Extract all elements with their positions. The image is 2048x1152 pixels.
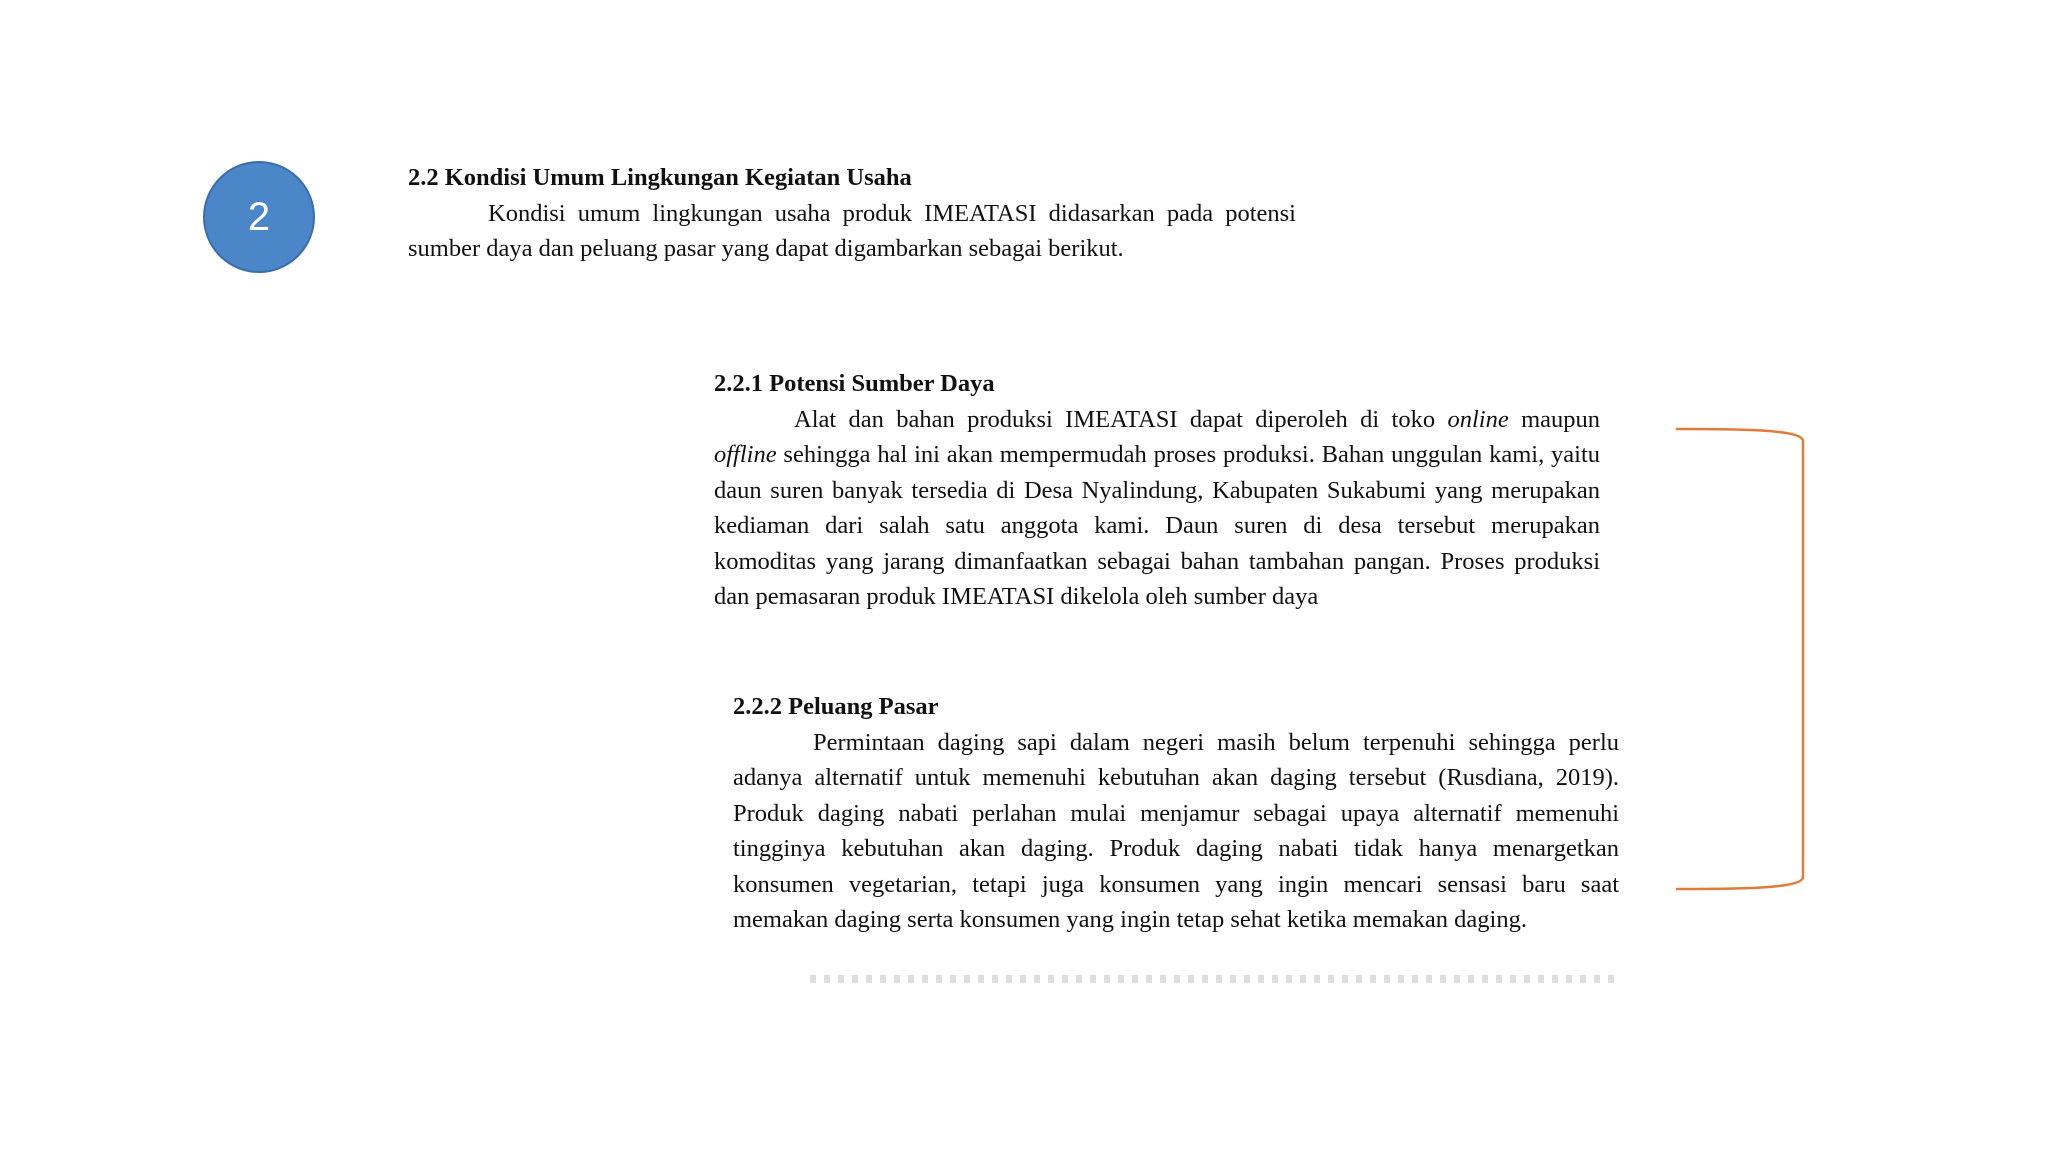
section-2-2-2-excerpt — [733, 689, 1619, 938]
body-text-segment: Alat dan bahan produksi IMEATASI dapat diperoleh di toko — [794, 405, 1448, 433]
cropped-text-edge — [810, 975, 1615, 983]
section-2-2-2-body: Permintaan daging sapi dalam negeri masih belum terpenuhi sehingga perlu adanya alternatif untuk memenuhi kebutuhan akan daging tersebut (Rusdiana, 2019). Produk daging nabati perlahan mulai menjamur sebagai upaya alternatif memenuhi tingginya kebutuhan akan daging. Produk daging nabati tidak hanya menargetkan konsumen vegetarian, tetapi juga konsumen yang ingin mencari sensasi baru saat memakan daging serta konsumen yang ingin tetap sehat ketika memakan daging. — [733, 728, 1619, 933]
section-2-2-1-heading: 2.2.1 Potensi Sumber Daya — [714, 370, 995, 397]
section-2-2-2-heading: 2.2.2 Peluang Pasar — [733, 693, 939, 720]
right-bracket-shape — [1675, 425, 1815, 895]
body-text-segment: sehingga hal ini akan mempermudah proses produksi. Bahan unggulan kami, yaitu daun suren banyak tersedia di Desa Nyalindung, Kabupaten Sukabumi yang merupakan kediaman dari salah satu anggota kami. Daun suren di desa tersebut merupakan komoditas yang jarang dimanfaatkan sebagai bahan tambahan pangan. Proses produksi dan pemasaran produk IMEATASI dikelola oleh sumber daya — [714, 441, 1600, 610]
italic-term-offline: offline — [714, 441, 777, 468]
body-text-segment: maupun — [1508, 405, 1600, 433]
slide-number: 2 — [247, 194, 271, 239]
section-2-2-1-body — [714, 402, 1600, 615]
section-2-2-excerpt — [408, 160, 1296, 267]
section-2-2-body: Kondisi umum lingkungan usaha produk IMEATASI didasarkan pada potensi sumber daya dan peluang pasar yang dapat digambarkan sebagai berikut. — [408, 199, 1296, 262]
bracket-path — [1677, 429, 1803, 889]
slide-number-badge — [203, 161, 315, 273]
section-2-2-heading: 2.2 Kondisi Umum Lingkungan Kegiatan Usaha — [408, 164, 912, 191]
section-2-2-1-excerpt — [714, 366, 1600, 615]
italic-term-online: online — [1447, 405, 1509, 433]
